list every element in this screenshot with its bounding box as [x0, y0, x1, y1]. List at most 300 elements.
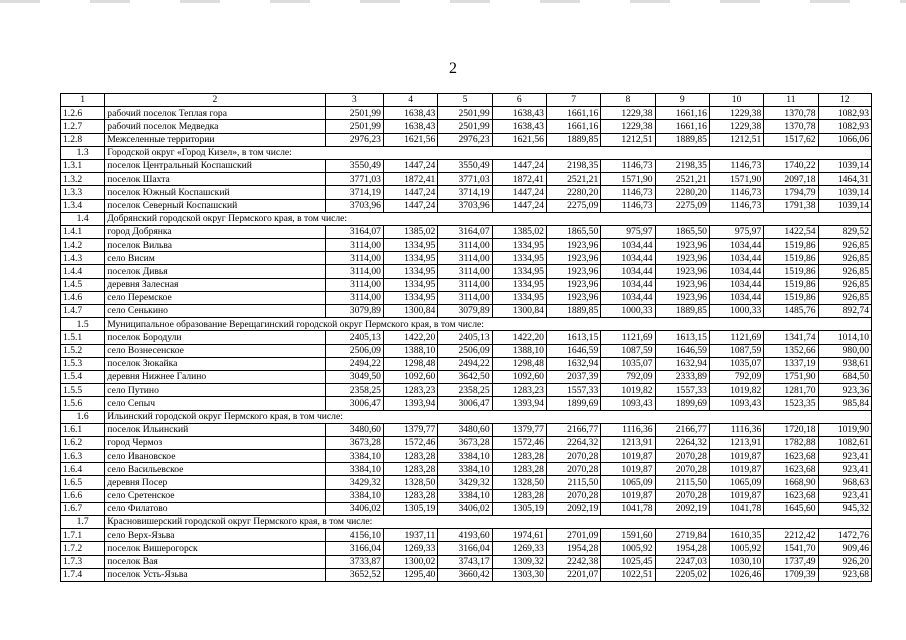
table-header-row	[61, 94, 872, 107]
tariff-value: 2115,50	[546, 476, 600, 489]
row-code: 1.6.2	[61, 436, 105, 449]
tariff-value: 1523,35	[764, 397, 818, 410]
tariff-value: 1341,74	[764, 331, 818, 344]
tariff-value: 1019,87	[709, 450, 763, 463]
tariff-value: 1737,49	[764, 555, 818, 568]
tariff-value: 1923,96	[546, 265, 600, 278]
tariff-value: 2521,21	[655, 173, 709, 186]
tariff-value: 1309,32	[492, 555, 546, 568]
tariff-value: 1303,30	[492, 568, 546, 581]
tariff-value: 1093,43	[709, 397, 763, 410]
tariff-value: 1751,90	[764, 370, 818, 383]
column-header: 6	[492, 94, 546, 107]
table-body	[61, 107, 872, 582]
settlement-name: поселок Усть-Язьва	[105, 568, 325, 581]
tariff-value: 1623,68	[764, 450, 818, 463]
table-row	[61, 173, 872, 186]
table-row	[61, 555, 872, 568]
table-row	[61, 489, 872, 502]
tariff-value: 792,09	[709, 370, 763, 383]
tariff-value: 1937,11	[383, 529, 437, 542]
table-row	[61, 463, 872, 476]
tariff-value: 2719,84	[655, 529, 709, 542]
tariff-value: 4193,60	[438, 529, 492, 542]
tariff-value: 1034,44	[709, 265, 763, 278]
tariff-value: 3550,49	[325, 159, 383, 172]
table-row	[61, 476, 872, 489]
tariff-value: 1638,43	[383, 107, 437, 120]
tariff-value: 2212,42	[764, 529, 818, 542]
tariff-value: 3743,17	[438, 555, 492, 568]
row-code: 1.4.1	[61, 225, 105, 238]
tariff-value: 1022,51	[601, 568, 655, 581]
tariff-value: 3550,49	[438, 159, 492, 172]
tariff-value: 2506,09	[325, 344, 383, 357]
table-row	[61, 278, 872, 291]
tariff-value: 975,97	[601, 225, 655, 238]
tariff-value: 2494,22	[438, 357, 492, 370]
tariff-value: 2115,50	[655, 476, 709, 489]
row-code: 1.3.2	[61, 173, 105, 186]
tariff-value: 926,85	[818, 239, 871, 252]
tariff-value: 2358,25	[325, 384, 383, 397]
row-code: 1.3.1	[61, 159, 105, 172]
tariff-value: 1709,39	[764, 568, 818, 581]
table-row	[61, 436, 872, 449]
tariff-value: 1464,31	[818, 173, 871, 186]
table-row	[61, 331, 872, 344]
row-code: 1.6.7	[61, 502, 105, 515]
tariff-value: 1229,38	[709, 120, 763, 133]
tariff-value: 1034,44	[601, 252, 655, 265]
section-row	[61, 516, 872, 529]
settlement-name: город Добрянка	[105, 225, 325, 238]
tariff-value: 1334,95	[383, 252, 437, 265]
table-row	[61, 291, 872, 304]
tariff-value: 1019,82	[709, 384, 763, 397]
row-code: 1.6.5	[61, 476, 105, 489]
section-row	[61, 212, 872, 225]
tariff-value: 3049,50	[325, 370, 383, 383]
settlement-name: село Путино	[105, 384, 325, 397]
tariff-value: 1146,73	[709, 186, 763, 199]
tariff-value: 1039,14	[818, 199, 871, 212]
tariff-value: 1034,44	[709, 278, 763, 291]
tariff-value: 1572,46	[383, 436, 437, 449]
tariff-value: 1065,09	[709, 476, 763, 489]
tariff-value: 3384,10	[325, 463, 383, 476]
tariff-value: 2280,20	[546, 186, 600, 199]
column-header: 3	[325, 94, 383, 107]
tariff-value: 792,09	[601, 370, 655, 383]
tariff-value: 1334,95	[492, 252, 546, 265]
tariff-value: 1229,38	[601, 120, 655, 133]
tariff-value: 1422,20	[383, 331, 437, 344]
tariff-value: 1872,41	[492, 173, 546, 186]
tariff-value: 1791,38	[764, 199, 818, 212]
settlement-name: рабочий поселок Медведка	[105, 120, 325, 133]
tariff-value: 1034,44	[601, 291, 655, 304]
tariff-value: 1519,86	[764, 291, 818, 304]
tariff-value: 1005,92	[709, 542, 763, 555]
column-header: 2	[105, 94, 325, 107]
tariff-value: 1954,28	[546, 542, 600, 555]
tariff-value: 1300,84	[492, 305, 546, 318]
settlement-name: село Висим	[105, 252, 325, 265]
tariff-value: 3114,00	[438, 252, 492, 265]
tariff-value: 2198,35	[655, 159, 709, 172]
tariff-value: 3114,00	[438, 239, 492, 252]
row-code: 1.3.4	[61, 199, 105, 212]
tariff-value: 1328,50	[383, 476, 437, 489]
tariff-value: 1019,90	[818, 423, 871, 436]
tariff-value: 4156,10	[325, 529, 383, 542]
column-header: 5	[438, 94, 492, 107]
tariff-value: 1092,60	[492, 370, 546, 383]
tariff-value: 926,85	[818, 265, 871, 278]
tariff-value: 2506,09	[438, 344, 492, 357]
table-row	[61, 107, 872, 120]
row-code: 1.2.8	[61, 133, 105, 146]
table-row	[61, 357, 872, 370]
tariff-value: 2201,07	[546, 568, 600, 581]
section-title: Красновишерский городской округ Пермского края, в том числе:	[105, 516, 872, 529]
tariff-value: 3406,02	[325, 502, 383, 515]
section-row	[61, 146, 872, 159]
table-row	[61, 239, 872, 252]
table-row	[61, 199, 872, 212]
tariff-value: 1283,28	[492, 463, 546, 476]
column-header: 12	[818, 94, 871, 107]
tariff-value: 1422,54	[764, 225, 818, 238]
tariff-value: 1065,09	[601, 476, 655, 489]
section-title: Добрянский городской округ Пермского края, в том числе:	[105, 212, 872, 225]
tariff-value: 2092,19	[546, 502, 600, 515]
tariff-value: 1865,50	[546, 225, 600, 238]
tariff-value: 829,52	[818, 225, 871, 238]
tariff-value: 1092,60	[383, 370, 437, 383]
tariff-value: 909,46	[818, 542, 871, 555]
row-code: 1.5.2	[61, 344, 105, 357]
tariff-value: 1146,73	[709, 199, 763, 212]
table-row	[61, 502, 872, 515]
tariff-value: 1447,24	[492, 199, 546, 212]
tariff-value: 1146,73	[601, 186, 655, 199]
row-code: 1.6.4	[61, 463, 105, 476]
tariff-value: 2264,32	[655, 436, 709, 449]
tariff-value: 1066,06	[818, 133, 871, 146]
tariff-value: 2070,28	[655, 450, 709, 463]
table-row	[61, 265, 872, 278]
tariff-value: 975,97	[709, 225, 763, 238]
table-row	[61, 133, 872, 146]
tariff-value: 2275,09	[655, 199, 709, 212]
tariff-value: 1422,20	[492, 331, 546, 344]
tariff-value: 926,85	[818, 278, 871, 291]
tariff-value: 1019,87	[601, 463, 655, 476]
tariff-value: 1334,95	[492, 291, 546, 304]
tariff-value: 1923,96	[655, 252, 709, 265]
tariff-value: 1899,69	[655, 397, 709, 410]
settlement-name: село Вознесенское	[105, 344, 325, 357]
row-code: 1.6.1	[61, 423, 105, 436]
tariff-value: 923,41	[818, 489, 871, 502]
tariff-value: 1621,56	[383, 133, 437, 146]
tariff-value: 1571,90	[709, 173, 763, 186]
tariff-value: 1229,38	[601, 107, 655, 120]
tariff-value: 1661,16	[655, 120, 709, 133]
tariff-value: 1146,73	[601, 159, 655, 172]
tariff-value: 1610,35	[709, 529, 763, 542]
tariff-value: 2070,28	[546, 463, 600, 476]
tariff-value: 2247,03	[655, 555, 709, 568]
tariff-value: 2242,38	[546, 555, 600, 568]
tariff-value: 1283,23	[492, 384, 546, 397]
settlement-name: село Филатово	[105, 502, 325, 515]
tariff-value: 968,63	[818, 476, 871, 489]
tariff-value: 684,50	[818, 370, 871, 383]
tariff-value: 1116,36	[709, 423, 763, 436]
tariff-value: 1328,50	[492, 476, 546, 489]
tariff-value: 1447,24	[492, 186, 546, 199]
tariff-value: 1300,84	[383, 305, 437, 318]
tariff-value: 1034,44	[709, 252, 763, 265]
tariff-value: 2501,99	[438, 120, 492, 133]
settlement-name: поселок Северный Коспашский	[105, 199, 325, 212]
tariff-value: 1954,28	[655, 542, 709, 555]
tariff-value: 1782,88	[764, 436, 818, 449]
row-code: 1.6.6	[61, 489, 105, 502]
tariff-value: 1298,48	[383, 357, 437, 370]
tariff-value: 2976,23	[325, 133, 383, 146]
tariff-value: 2358,25	[438, 384, 492, 397]
tariff-value: 1889,85	[655, 133, 709, 146]
tariff-table	[60, 93, 872, 582]
tariff-value: 1571,90	[601, 173, 655, 186]
tariff-value: 1370,78	[764, 120, 818, 133]
tariff-value: 1334,95	[492, 278, 546, 291]
settlement-name: поселок Вая	[105, 555, 325, 568]
table-row	[61, 384, 872, 397]
tariff-value: 1661,16	[655, 107, 709, 120]
tariff-value: 1923,96	[655, 291, 709, 304]
tariff-value: 1019,87	[709, 463, 763, 476]
settlement-name: город Чермоз	[105, 436, 325, 449]
page-number: 2	[449, 60, 457, 77]
tariff-value: 1283,28	[383, 463, 437, 476]
tariff-value: 1295,40	[383, 568, 437, 581]
row-code: 1.3	[61, 146, 105, 159]
tariff-value: 1212,51	[709, 133, 763, 146]
tariff-value: 1519,86	[764, 239, 818, 252]
tariff-value: 2501,99	[438, 107, 492, 120]
tariff-value: 3164,07	[325, 225, 383, 238]
table-row	[61, 252, 872, 265]
settlement-name: поселок Зюкайка	[105, 357, 325, 370]
tariff-value: 1613,15	[546, 331, 600, 344]
tariff-value: 1334,95	[492, 265, 546, 278]
tariff-value: 1557,33	[546, 384, 600, 397]
settlement-name: село Сретенское	[105, 489, 325, 502]
tariff-value: 1034,44	[601, 278, 655, 291]
tariff-value: 1229,38	[709, 107, 763, 120]
tariff-value: 1889,85	[655, 305, 709, 318]
tariff-value: 1632,94	[655, 357, 709, 370]
tariff-value: 2280,20	[655, 186, 709, 199]
table-row	[61, 159, 872, 172]
tariff-value: 2070,28	[655, 489, 709, 502]
tariff-value: 1447,24	[383, 186, 437, 199]
tariff-value: 1269,33	[383, 542, 437, 555]
tariff-value: 1623,68	[764, 463, 818, 476]
tariff-value: 1385,02	[383, 225, 437, 238]
tariff-value: 1923,96	[546, 239, 600, 252]
settlement-name: деревня Посер	[105, 476, 325, 489]
tariff-value: 1923,96	[655, 239, 709, 252]
settlement-name: село Васильевское	[105, 463, 325, 476]
tariff-value: 1472,76	[818, 529, 871, 542]
column-header: 1	[61, 94, 105, 107]
settlement-name: поселок Вишерогорск	[105, 542, 325, 555]
row-code: 1.5.5	[61, 384, 105, 397]
tariff-value: 1889,85	[546, 305, 600, 318]
column-header: 7	[546, 94, 600, 107]
tariff-value: 1334,95	[383, 265, 437, 278]
tariff-value: 1334,95	[383, 239, 437, 252]
table-row	[61, 120, 872, 133]
tariff-value: 1541,70	[764, 542, 818, 555]
tariff-value: 1974,61	[492, 529, 546, 542]
column-header: 11	[764, 94, 818, 107]
tariff-value: 1082,61	[818, 436, 871, 449]
settlement-name: поселок Бородули	[105, 331, 325, 344]
tariff-value: 923,41	[818, 450, 871, 463]
row-code: 1.2.7	[61, 120, 105, 133]
settlement-name: поселок Дивья	[105, 265, 325, 278]
tariff-value: 1283,28	[383, 489, 437, 502]
tariff-value: 3384,10	[438, 489, 492, 502]
table-row	[61, 423, 872, 436]
tariff-value: 1447,24	[492, 159, 546, 172]
tariff-value: 1283,28	[492, 450, 546, 463]
settlement-name: село Ивановское	[105, 450, 325, 463]
tariff-value: 3114,00	[325, 239, 383, 252]
tariff-value: 1632,94	[546, 357, 600, 370]
tariff-value: 1485,76	[764, 305, 818, 318]
tariff-value: 1385,02	[492, 225, 546, 238]
tariff-value: 1645,60	[764, 502, 818, 515]
table-row	[61, 529, 872, 542]
tariff-value: 1557,33	[655, 384, 709, 397]
settlement-name: поселок Вильва	[105, 239, 325, 252]
tariff-value: 3642,50	[438, 370, 492, 383]
tariff-value: 1923,96	[546, 291, 600, 304]
tariff-value: 1447,24	[383, 159, 437, 172]
tariff-value: 3164,07	[438, 225, 492, 238]
tariff-value: 1116,36	[601, 423, 655, 436]
tariff-value: 3079,89	[438, 305, 492, 318]
tariff-value: 1923,96	[546, 252, 600, 265]
settlement-name: село Верх-Язьва	[105, 529, 325, 542]
table-row	[61, 305, 872, 318]
tariff-value: 2070,28	[546, 489, 600, 502]
tariff-value: 1517,62	[764, 133, 818, 146]
tariff-value: 1035,07	[601, 357, 655, 370]
tariff-value: 1281,70	[764, 384, 818, 397]
tariff-value: 3384,10	[438, 450, 492, 463]
settlement-name: деревня Нижнее Галино	[105, 370, 325, 383]
tariff-value: 1865,50	[655, 225, 709, 238]
tariff-value: 3660,42	[438, 568, 492, 581]
tariff-value: 1661,16	[546, 107, 600, 120]
tariff-value: 1212,51	[601, 133, 655, 146]
tariff-value: 2976,23	[438, 133, 492, 146]
tariff-value: 1019,87	[601, 450, 655, 463]
tariff-value: 1026,46	[709, 568, 763, 581]
tariff-value: 2092,19	[655, 502, 709, 515]
tariff-value: 2166,77	[655, 423, 709, 436]
tariff-value: 1146,73	[709, 159, 763, 172]
tariff-value: 3114,00	[325, 278, 383, 291]
tariff-value: 1035,07	[709, 357, 763, 370]
section-row	[61, 318, 872, 331]
tariff-value: 1283,28	[492, 489, 546, 502]
tariff-value: 2501,99	[325, 120, 383, 133]
tariff-value: 1305,19	[492, 502, 546, 515]
tariff-value: 1213,91	[601, 436, 655, 449]
settlement-name: село Сенькино	[105, 305, 325, 318]
row-code: 1.7.4	[61, 568, 105, 581]
tariff-value: 2097,18	[764, 173, 818, 186]
tariff-value: 3429,32	[438, 476, 492, 489]
tariff-value: 1519,86	[764, 265, 818, 278]
tariff-value: 1014,10	[818, 331, 871, 344]
row-code: 1.4.7	[61, 305, 105, 318]
row-code: 1.7.1	[61, 529, 105, 542]
tariff-value: 3114,00	[325, 291, 383, 304]
tariff-value: 1393,94	[492, 397, 546, 410]
tariff-value: 2070,28	[655, 463, 709, 476]
tariff-value: 2701,09	[546, 529, 600, 542]
table-row	[61, 542, 872, 555]
tariff-value: 1121,69	[601, 331, 655, 344]
table-row	[61, 568, 872, 581]
tariff-value: 1041,78	[709, 502, 763, 515]
tariff-value: 1005,92	[601, 542, 655, 555]
row-code: 1.4.4	[61, 265, 105, 278]
tariff-value: 3771,03	[438, 173, 492, 186]
tariff-value: 1283,28	[383, 450, 437, 463]
table-row	[61, 186, 872, 199]
settlement-name: поселок Центральный Коспашский	[105, 159, 325, 172]
tariff-value: 923,41	[818, 463, 871, 476]
tariff-value: 3673,28	[325, 436, 383, 449]
tariff-value: 923,68	[818, 568, 871, 581]
row-code: 1.4.5	[61, 278, 105, 291]
tariff-value: 980,00	[818, 344, 871, 357]
settlement-name: поселок Ильинский	[105, 423, 325, 436]
tariff-value: 2275,09	[546, 199, 600, 212]
tariff-value: 3114,00	[438, 291, 492, 304]
tariff-value: 923,36	[818, 384, 871, 397]
tariff-value: 1447,24	[383, 199, 437, 212]
tariff-value: 892,74	[818, 305, 871, 318]
column-header: 8	[601, 94, 655, 107]
tariff-value: 1646,59	[546, 344, 600, 357]
row-code: 1.4.3	[61, 252, 105, 265]
tariff-value: 1889,85	[546, 133, 600, 146]
row-code: 1.5.4	[61, 370, 105, 383]
